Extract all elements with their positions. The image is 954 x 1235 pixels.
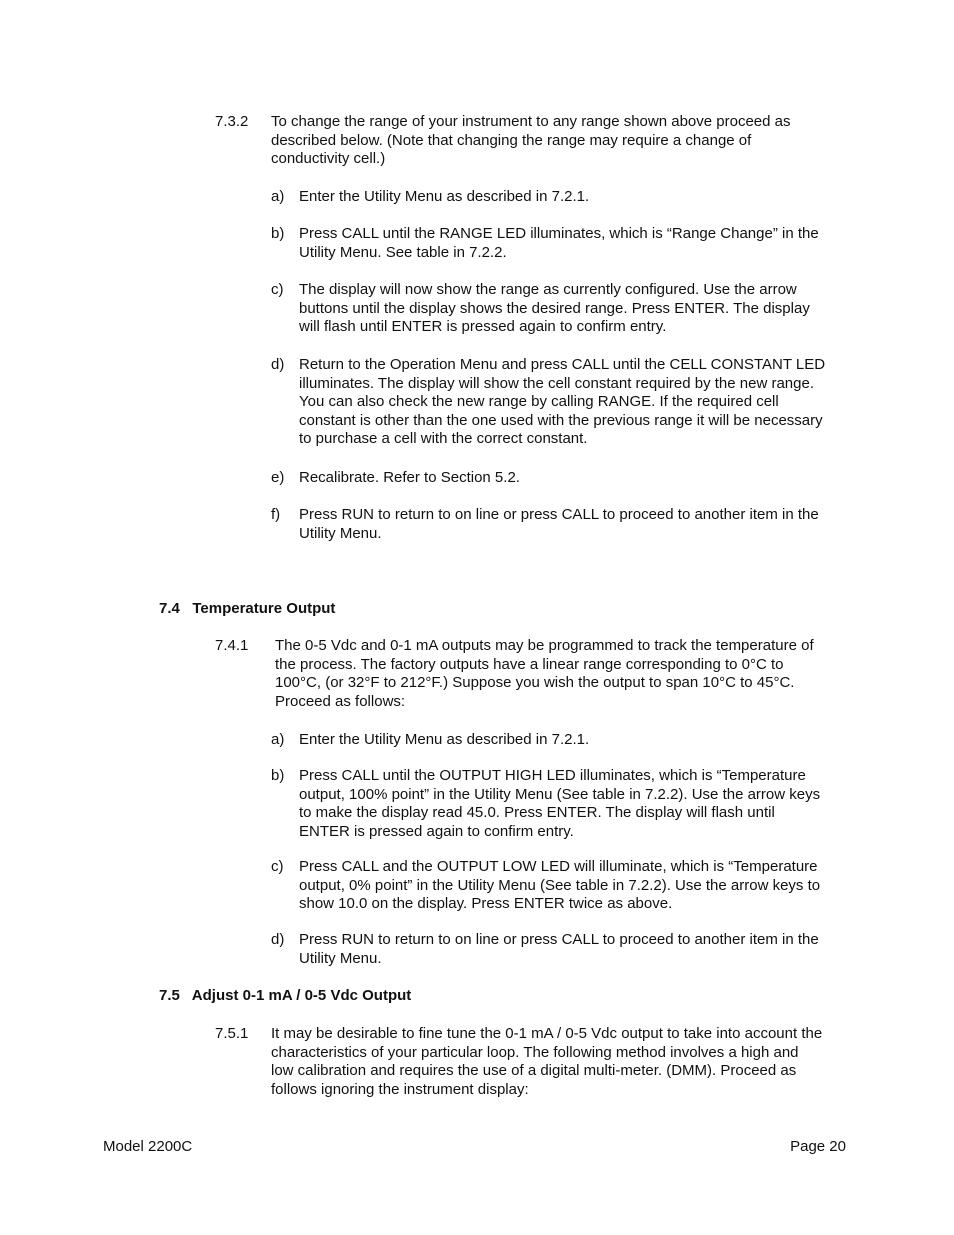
list-item-label: b) [271, 225, 285, 242]
footer-page-number: Page 20 [790, 1138, 846, 1155]
paragraph-number: 7.4.1 [215, 637, 249, 654]
text-line: characteristics of your particular loop. The following method involves a high and [271, 1043, 799, 1061]
list-item-label: c) [271, 281, 284, 298]
text-line: Enter the Utility Menu as described in 7.2.1. [299, 188, 590, 205]
list-item-text [299, 225, 819, 262]
text-line: ENTER is pressed again to confirm entry. [299, 822, 574, 840]
text-line: Press RUN to return to on line or press CALL to proceed to another item in the [299, 931, 819, 948]
text-line: Utility Menu. See table in 7.2.2. [299, 243, 507, 261]
list-item-text [299, 506, 819, 543]
list-item-label: c) [271, 858, 284, 875]
text-line: Press CALL and the OUTPUT LOW LED will illuminate, which is “Temperature [299, 858, 818, 875]
paragraph-number: 7.5.1 [215, 1025, 249, 1042]
paragraph-text [271, 113, 791, 169]
text-line: To change the range of your instrument to any range shown above proceed as [271, 113, 791, 130]
text-line: will flash until ENTER is pressed again to confirm entry. [299, 318, 667, 336]
list-item-label: b) [271, 767, 285, 784]
list-item-text [299, 188, 589, 207]
paragraph-number: 7.3.2 [215, 113, 249, 130]
list-item-text [299, 469, 520, 488]
list-item-text [299, 731, 589, 750]
text-line: conductivity cell.) [271, 150, 386, 168]
paragraph-text [275, 637, 814, 711]
text-line: Return to the Operation Menu and press CALL until the CELL CONSTANT LED [299, 356, 826, 373]
text-line: Press CALL until the RANGE LED illuminates, which is “Range Change” in the [299, 225, 819, 242]
text-line: Recalibrate. Refer to Section 5.2. [299, 469, 520, 486]
text-line: low calibration and requires the use of a digital multi-meter. (DMM). Proceed as [271, 1062, 797, 1080]
text-line: output, 0% point” in the Utility Menu (See table in 7.2.2). Use the arrow keys to [299, 876, 821, 894]
list-item-text [299, 767, 820, 841]
text-line: buttons until the display shows the desired range. Press ENTER. The display [299, 299, 810, 317]
text-line: show 10.0 on the display. Press ENTER twice as above. [299, 895, 673, 913]
list-item-label: f) [271, 506, 281, 523]
paragraph-text [271, 1025, 822, 1099]
text-line: Proceed as follows: [275, 692, 406, 710]
text-line: Utility Menu. [299, 949, 382, 967]
list-item-label: a) [271, 731, 285, 748]
text-line: The 0-5 Vdc and 0-1 mA outputs may be programmed to track the temperature of [275, 637, 814, 654]
list-item-label: a) [271, 188, 285, 205]
text-line: Press CALL until the OUTPUT HIGH LED illuminates, which is “Temperature [299, 767, 806, 784]
list-item-text [299, 356, 825, 449]
text-line: Press RUN to return to on line or press CALL to proceed to another item in the [299, 506, 819, 523]
text-line: 100°C, (or 32°F to 212°F.) Suppose you wish the output to span 10°C to 45°C. [275, 674, 795, 692]
text-line: constant is other than the one used with the previous range it will be necessary [299, 411, 823, 429]
text-line: illuminates. The display will show the cell constant required by the new range. [299, 374, 814, 392]
text-line: output, 100% point” in the Utility Menu (See table in 7.2.2). Use the arrow keys [299, 785, 821, 803]
list-item-label: d) [271, 931, 285, 948]
text-line: Utility Menu. [299, 524, 382, 542]
list-item-text [299, 858, 820, 914]
text-line: You can also check the new range by calling RANGE. If the required cell [299, 393, 779, 411]
text-line: the process. The factory outputs have a linear range corresponding to 0°C to [275, 655, 784, 673]
footer-model: Model 2200C [103, 1138, 193, 1155]
list-item-label: e) [271, 469, 285, 486]
text-line: Enter the Utility Menu as described in 7.2.1. [299, 731, 590, 748]
text-line: to make the display read 45.0. Press ENTER. The display will flash until [299, 804, 775, 822]
text-line: It may be desirable to fine tune the 0-1 mA / 0-5 Vdc output to take into account the [271, 1025, 823, 1042]
list-item-text [299, 931, 819, 968]
section-heading: 7.4 Temperature Output [159, 600, 336, 617]
text-line: The display will now show the range as currently configured. Use the arrow [299, 281, 797, 298]
section-heading: 7.5 Adjust 0-1 mA / 0-5 Vdc Output [159, 987, 412, 1004]
text-line: follows ignoring the instrument display: [271, 1080, 529, 1098]
list-item-label: d) [271, 356, 285, 373]
text-line: to purchase a cell with the correct constant. [299, 430, 588, 448]
list-item-text [299, 281, 810, 337]
text-line: described below. (Note that changing the range may require a change of [271, 131, 752, 149]
